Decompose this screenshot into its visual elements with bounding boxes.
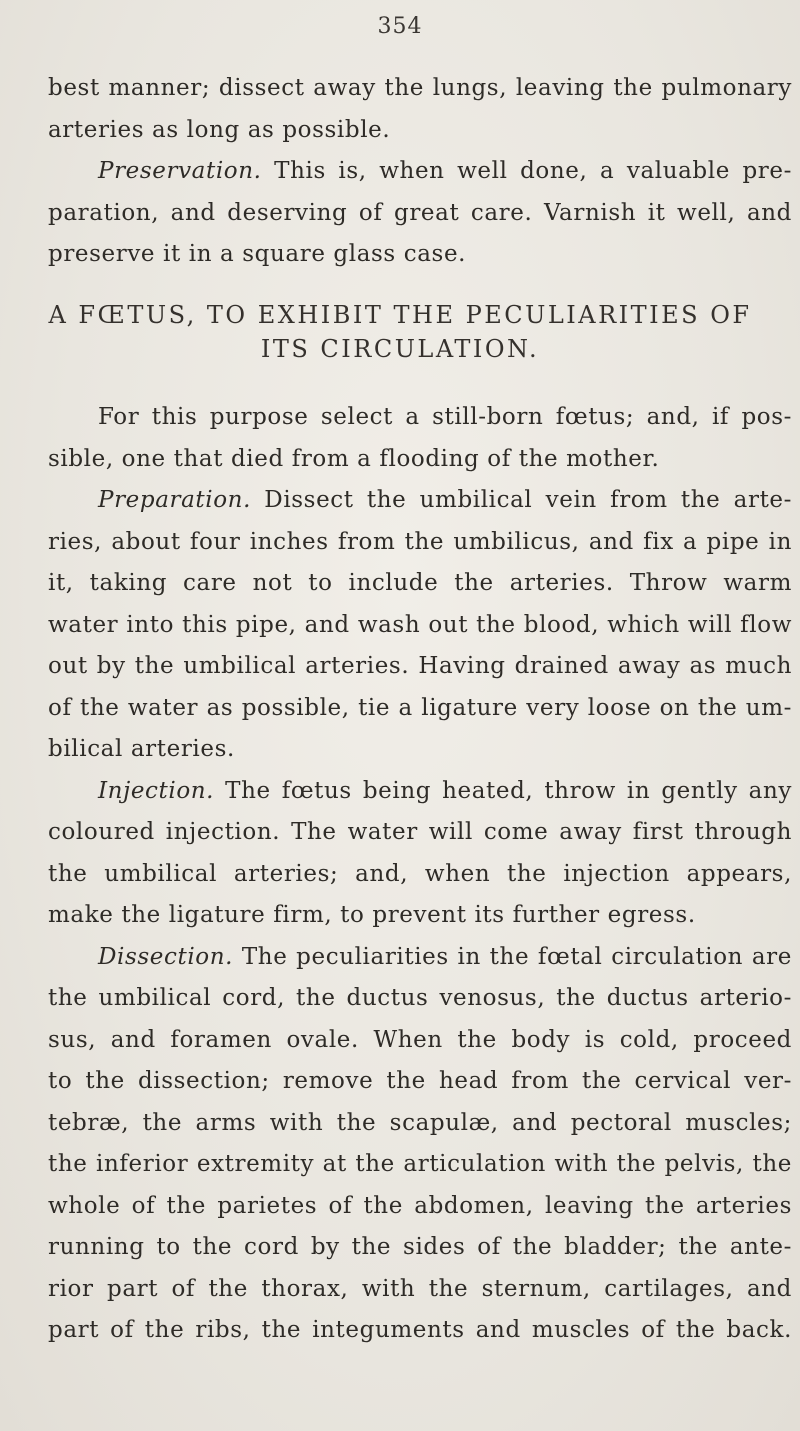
text-line: to the dissection; remove the head from the cervical ver- (48, 1068, 792, 1094)
section-lead-preservation: Preservation. (98, 158, 262, 184)
text-run: The fœtus being heated, throw in gently any (225, 777, 792, 804)
text-run: The peculiarities in the fœtal circulation are (241, 943, 792, 970)
text-line (48, 937, 792, 979)
text-line: preserve it in a square glass case. (48, 241, 467, 267)
text-line: it, taking care not to include the arteries. Throw warm (48, 570, 792, 596)
text-line: sible, one that died from a flooding of the mother. (48, 445, 660, 472)
text-line: ries, about four inches from the umbilicus, and fix a pipe in (48, 528, 792, 555)
text-line: the umbilical arteries; and, when the injection appears, (48, 860, 792, 887)
text-line: running to the cord by the sides of the bladder; the ante- (48, 1234, 792, 1260)
text-line: best manner; dissect away the lungs, leaving the pulmonary (48, 75, 792, 101)
text-line: make the ligature firm, to prevent its further egress. (48, 902, 696, 928)
body-paragraphs (48, 397, 792, 1352)
text-line: rior part of the thorax, with the sternum, cartilages, and (48, 1275, 792, 1302)
heading-line-2: ITS CIRCULATION. (260, 335, 540, 363)
intro-paragraphs (48, 68, 792, 276)
text-line: paration, and deserving of great care. Varnish it well, and (48, 199, 792, 226)
text-line (48, 151, 792, 193)
text-line (48, 480, 792, 522)
text-line: water into this pipe, and wash out the blood, which will flow (48, 611, 792, 638)
text-run: This is, when well done, a valuable pre- (274, 158, 792, 184)
heading-line-1: A FŒTUS, TO EXHIBIT THE PECULIARITIES OF (48, 301, 752, 329)
text-line: the umbilical cord, the ductus venosus, the ductus arterio- (48, 985, 792, 1011)
section-lead-injection: Injection. (98, 777, 215, 804)
text-line: arteries as long as possible. (48, 116, 391, 143)
section-heading (0, 298, 800, 366)
section-lead-dissection: Dissection. (98, 943, 234, 970)
page-number: 354 (377, 14, 423, 39)
text-line: out by the umbilical arteries. Having drained away as much (48, 653, 792, 679)
text-line: the inferior extremity at the articulation with the pelvis, the (48, 1151, 792, 1177)
text-line: coloured injection. The water will come away first through (48, 819, 792, 845)
section-lead-preparation: Preparation. (98, 487, 251, 513)
text-line (48, 771, 792, 813)
text-line: tebræ, the arms with the scapulæ, and pectoral muscles; (48, 1109, 792, 1136)
text-line: of the water as possible, tie a ligature very loose on the um- (48, 694, 792, 721)
text-line: whole of the parietes of the abdomen, leaving the arteries (48, 1192, 792, 1219)
text-line: sus, and foramen ovale. When the body is cold, proceed (48, 1026, 792, 1053)
text-line: bilical arteries. (48, 736, 235, 762)
text-line: part of the ribs, the integuments and muscles of the back. (48, 1317, 792, 1343)
text-run: Dissect the umbilical vein from the arte- (264, 487, 792, 513)
text-line: For this purpose select a still-born fœtus; and, if pos- (98, 404, 792, 430)
